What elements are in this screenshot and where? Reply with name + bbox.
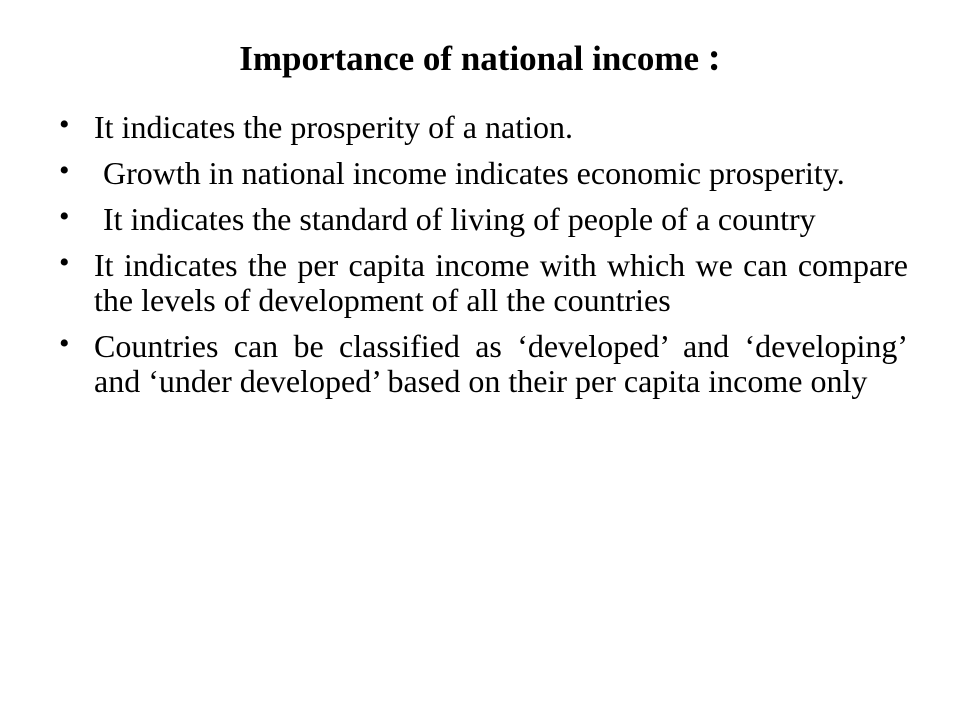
slide-title-colon: : xyxy=(707,36,721,79)
bullet-list xyxy=(56,110,908,410)
slide-title xyxy=(0,36,960,81)
bullet-item xyxy=(56,156,908,191)
bullet-text-content: Growth in national income indicates economic prosperity. xyxy=(103,155,845,191)
bullet-item xyxy=(56,248,908,318)
bullet-text-content: It indicates the standard of living of people of a country xyxy=(103,201,816,237)
bullet-dot-icon: • xyxy=(59,108,70,141)
slide-title-text: Importance of national income xyxy=(239,39,700,78)
bullet-item xyxy=(56,329,908,399)
bullet-item xyxy=(56,110,908,145)
bullet-dot-icon: • xyxy=(59,154,70,187)
bullet-text: Countries can be classified as ‘developed’ and ‘developing’ and ‘under developed’ based on their per capita income only xyxy=(94,328,908,399)
bullet-text xyxy=(94,202,908,237)
bullet-dot-icon: • xyxy=(59,327,70,360)
bullet-text: It indicates the prosperity of a nation. xyxy=(94,109,573,145)
bullet-text: It indicates the per capita income with which we can compare the levels of development of all the countries xyxy=(94,247,908,318)
bullet-dot-icon: • xyxy=(59,200,70,233)
bullet-item xyxy=(56,202,908,237)
bullet-dot-icon: • xyxy=(59,246,70,279)
bullet-text xyxy=(94,156,908,191)
